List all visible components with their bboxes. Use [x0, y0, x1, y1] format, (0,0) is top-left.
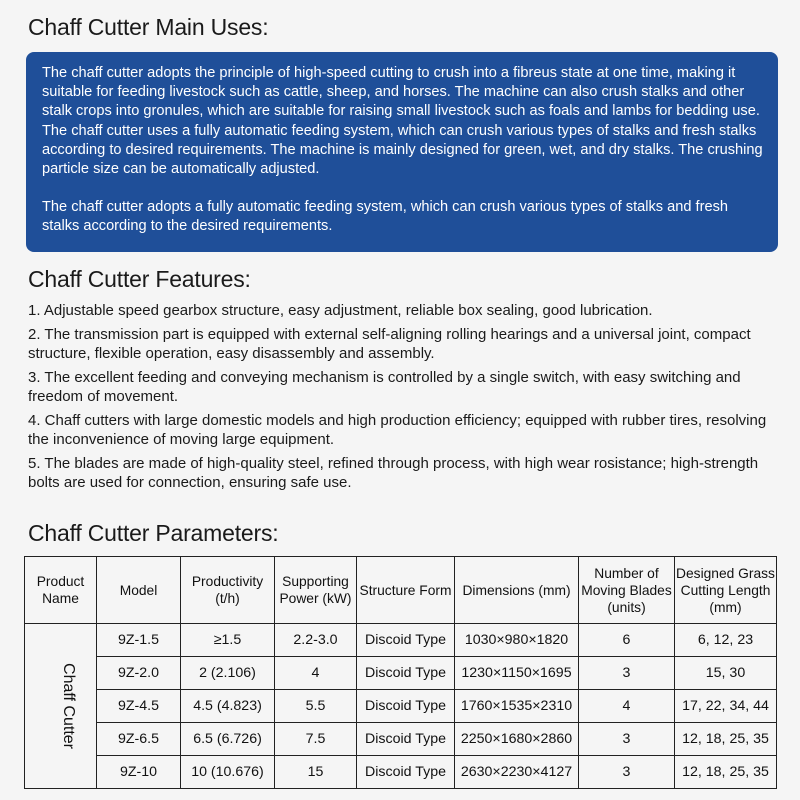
- cell-blades: 3: [579, 756, 675, 789]
- table-row: [25, 723, 777, 756]
- table-row: [25, 657, 777, 690]
- main-uses-box: [26, 52, 778, 252]
- cell-power: 4: [275, 657, 357, 690]
- cell-model: 9Z-4.5: [97, 690, 181, 723]
- feature-item-1: 1. Adjustable speed gearbox structure, easy adjustment, reliable box sealing, good lubrication.: [28, 302, 653, 319]
- cell-cutting-length: 17, 22, 34, 44: [675, 690, 777, 723]
- feature-item-5: 5. The blades are made of high-quality steel, refined through process, with high wear rosistance; high-strength bolts are used for connection, ensuring safe use.: [28, 455, 759, 491]
- main-uses-heading: Chaff Cutter Main Uses:: [28, 14, 269, 40]
- cell-cutting-length: 12, 18, 25, 35: [675, 756, 777, 789]
- product-name-cell: [25, 624, 97, 789]
- table-row: [25, 756, 777, 789]
- cell-dimensions: 2250×1680×2860: [455, 723, 579, 756]
- feature-item-4: 4. Chaff cutters with large domestic models and high production efficiency; equipped with rubber tires, resolving the inconvenience of moving large equipment.: [28, 412, 767, 448]
- cell-model: 9Z-2.0: [97, 657, 181, 690]
- cell-model: 9Z-6.5: [97, 723, 181, 756]
- cell-productivity: 6.5 (6.726): [181, 723, 275, 756]
- cell-blades: 4: [579, 690, 675, 723]
- product-name-label: Chaff Cutter: [59, 663, 77, 749]
- cell-productivity: 4.5 (4.823): [181, 690, 275, 723]
- header-productivity: Productivity (t/h): [181, 557, 275, 624]
- feature-item-2: 2. The transmission part is equipped with external self-aligning rolling hearings and a universal joint, compact structure, flexible operation, easy disassembly and assembly.: [28, 326, 751, 362]
- cell-dimensions: 1030×980×1820: [455, 624, 579, 657]
- cell-productivity: 10 (10.676): [181, 756, 275, 789]
- table-row: [25, 690, 777, 723]
- cell-dimensions: 2630×2230×4127: [455, 756, 579, 789]
- cell-power: 5.5: [275, 690, 357, 723]
- cell-cutting-length: 12, 18, 25, 35: [675, 723, 777, 756]
- header-dimensions: Dimensions (mm): [455, 557, 579, 624]
- cell-cutting-length: 6, 12, 23: [675, 624, 777, 657]
- parameters-table: [24, 556, 777, 789]
- cell-productivity: 2 (2.106): [181, 657, 275, 690]
- cell-power: 15: [275, 756, 357, 789]
- header-moving-blades: Number of Moving Blades (units): [579, 557, 675, 624]
- cell-power: 2.2-3.0: [275, 624, 357, 657]
- feature-item-3: 3. The excellent feeding and conveying mechanism is controlled by a single switch, with easy switching and freedom of movement.: [28, 369, 741, 405]
- cell-structure: Discoid Type: [357, 690, 455, 723]
- cell-dimensions: 1760×1535×2310: [455, 690, 579, 723]
- table-header-row: [25, 557, 777, 624]
- parameters-heading: Chaff Cutter Parameters:: [28, 520, 279, 546]
- cell-productivity: ≥1.5: [181, 624, 275, 657]
- cell-dimensions: 1230×1150×1695: [455, 657, 579, 690]
- cell-model: 9Z-10: [97, 756, 181, 789]
- cell-blades: 3: [579, 657, 675, 690]
- main-uses-paragraph-1: The chaff cutter adopts the principle of high-speed cutting to crush into a fibreus state at one time, making it suitable for feeding livestock such as cattle, sheep, and horses. The machine can also crush stalks and other stalk crops into gronules, which are suitable for raising small livestock such as foals and lambs for bedding use. The chaff cutter uses a fully automatic feeding system, which can crush various types of stalks and fresh stalks according to desired requirements. The machine is mainly designed for green, wet, and dry stalks. The crushing particle size can be automatically adjusted.: [42, 65, 763, 178]
- header-product-name: Product Name: [25, 557, 97, 624]
- cell-model: 9Z-1.5: [97, 624, 181, 657]
- features-list: [28, 301, 778, 497]
- cell-structure: Discoid Type: [357, 624, 455, 657]
- cell-blades: 6: [579, 624, 675, 657]
- cell-power: 7.5: [275, 723, 357, 756]
- main-uses-paragraph-2: The chaff cutter adopts a fully automatic feeding system, which can crush various types of stalks and fresh stalks according to the desired requirements.: [42, 199, 728, 235]
- cell-blades: 3: [579, 723, 675, 756]
- cell-structure: Discoid Type: [357, 657, 455, 690]
- cell-cutting-length: 15, 30: [675, 657, 777, 690]
- cell-structure: Discoid Type: [357, 756, 455, 789]
- table-row: [25, 624, 777, 657]
- header-structure-form: Structure Form: [357, 557, 455, 624]
- header-model: Model: [97, 557, 181, 624]
- cell-structure: Discoid Type: [357, 723, 455, 756]
- features-heading: Chaff Cutter Features:: [28, 266, 251, 292]
- header-supporting-power: Supporting Power (kW): [275, 557, 357, 624]
- header-cutting-length: Designed Grass Cutting Length (mm): [675, 557, 777, 624]
